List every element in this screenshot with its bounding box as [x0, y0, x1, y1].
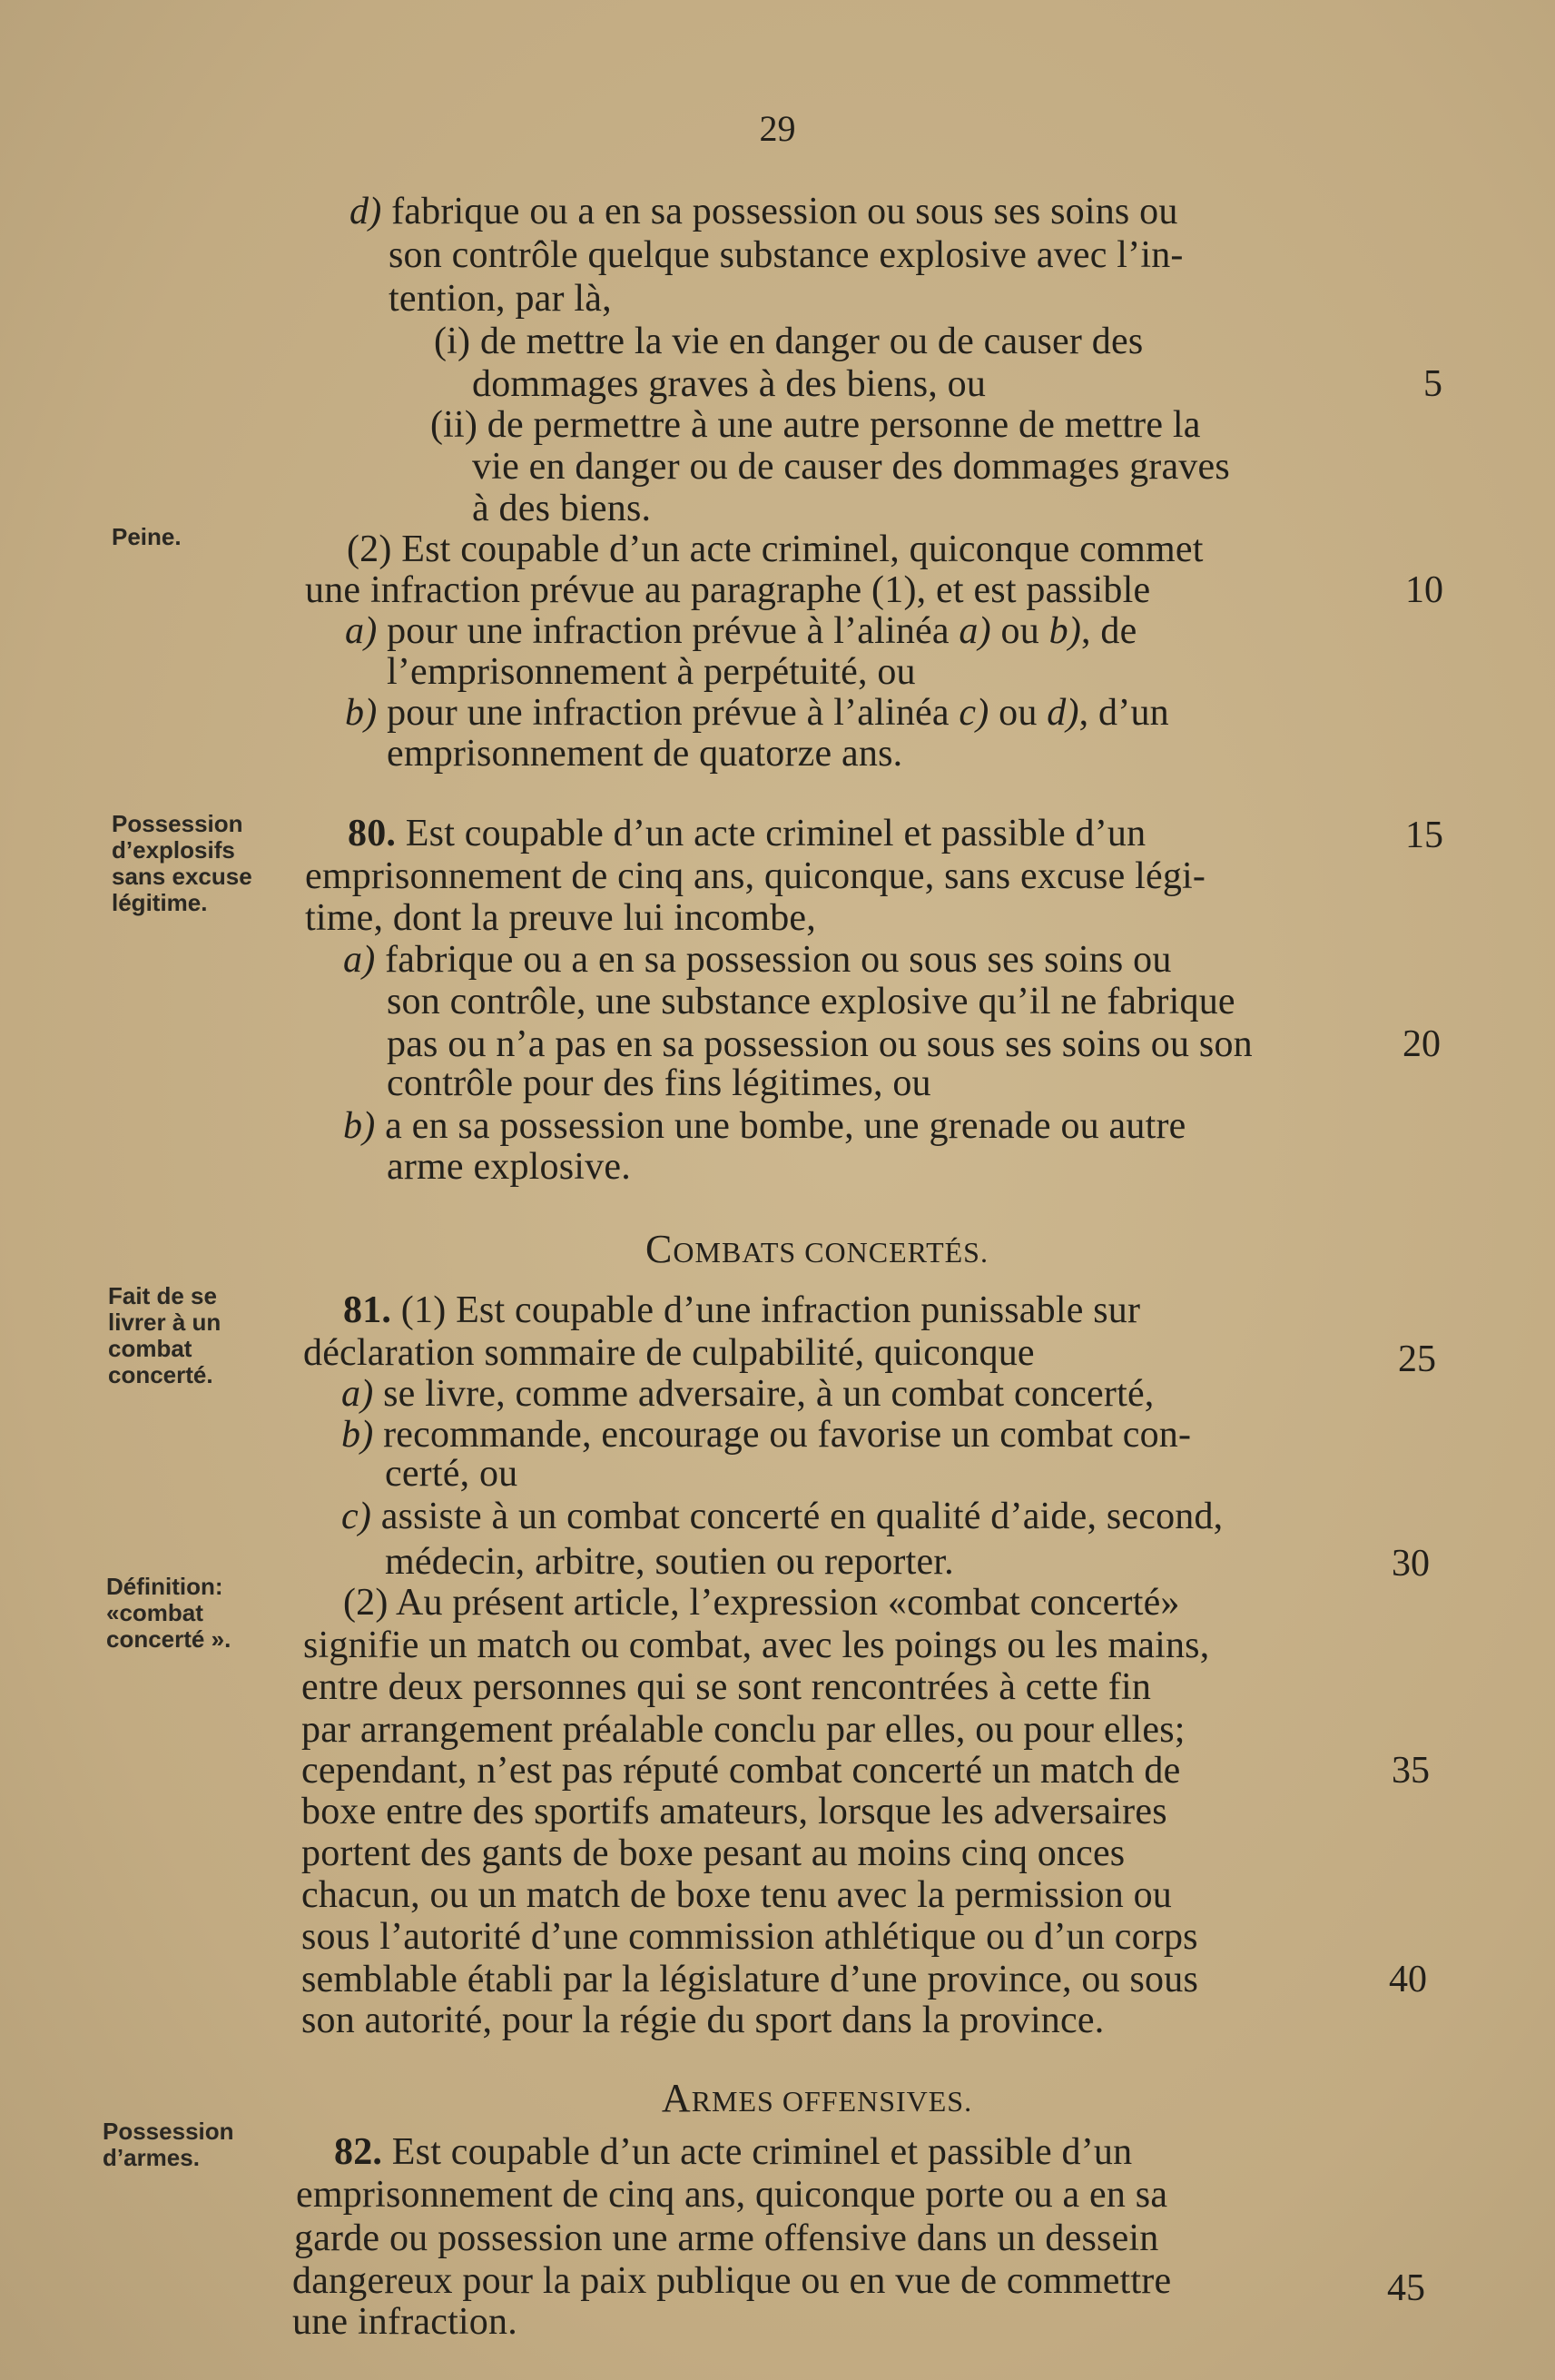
text-line: une infraction.: [292, 2301, 517, 2343]
text-line: 80. Est coupable d’un acte criminel et passible d’un: [348, 813, 1147, 854]
text-line: garde ou possession une arme offensive dans un dessein: [294, 2217, 1159, 2259]
text-line: certé, ou: [385, 1453, 518, 1495]
text-line: par arrangement préalable conclu par elles, ou pour elles;: [301, 1709, 1186, 1751]
text-line: 82. Est coupable d’un acte criminel et passible d’un: [334, 2131, 1133, 2173]
text-line: médecin, arbitre, soutien ou reporter.: [385, 1541, 954, 1583]
text-line: une infraction prévue au paragraphe (1), et est passible: [305, 569, 1151, 611]
text-line: dommages graves à des biens, ou: [472, 363, 987, 405]
text-line: signifie un match ou combat, avec les poings ou les mains,: [303, 1625, 1210, 1666]
line-number-45: 45: [1387, 2267, 1425, 2309]
text-line: son contrôle quelque substance explosive avec l’in-: [389, 234, 1184, 276]
margin-note-fait-combat: Fait de se livrer à un combat concerté.: [108, 1282, 221, 1388]
text-line: son contrôle, une substance explosive qu’il ne fabrique: [387, 981, 1235, 1022]
page-number: 29: [759, 108, 796, 149]
text-line: semblable établi par la législature d’une province, ou sous: [301, 1959, 1198, 2000]
line-number-25: 25: [1398, 1338, 1436, 1380]
text-line: (2) Est coupable d’un acte criminel, quiconque commet: [347, 528, 1204, 570]
text-line: a) se livre, comme adversaire, à un combat concerté,: [341, 1373, 1155, 1415]
text-line: vie en danger ou de causer des dommages graves: [472, 446, 1230, 488]
text-line: sous l’autorité d’une commission athlétique ou d’un corps: [301, 1916, 1198, 1958]
text-line: à des biens.: [472, 488, 652, 529]
text-line: tention, par là,: [389, 278, 612, 320]
text-line: pas ou n’a pas en sa possession ou sous ses soins ou son: [387, 1023, 1253, 1065]
text-line: d) fabrique ou a en sa possession ou sous ses soins ou: [349, 191, 1178, 232]
line-number-35: 35: [1392, 1750, 1430, 1792]
margin-note-definition: Définition: «combat concerté ».: [106, 1573, 231, 1653]
text-line: emprisonnement de cinq ans, quiconque porte ou a en sa: [296, 2174, 1168, 2216]
text-line: chacun, ou un match de boxe tenu avec la permission ou: [301, 1874, 1172, 1916]
text-line: boxe entre des sportifs amateurs, lorsque les adversaires: [301, 1791, 1167, 1832]
line-number-20: 20: [1402, 1023, 1441, 1065]
text-line: son autorité, pour la régie du sport dans la province.: [301, 2000, 1105, 2041]
line-number-10: 10: [1405, 569, 1443, 611]
text-line: arme explosive.: [387, 1146, 631, 1188]
text-line: a) fabrique ou a en sa possession ou sous ses soins ou: [343, 939, 1172, 981]
text-line: entre deux personnes qui se sont rencontrées à cette fin: [301, 1666, 1152, 1708]
text-line: b) pour une infraction prévue à l’alinéa c) ou d), d’un: [345, 692, 1169, 734]
text-line: emprisonnement de quatorze ans.: [387, 733, 903, 775]
text-line: déclaration sommaire de culpabilité, quiconque: [303, 1332, 1035, 1374]
section-heading-combats: COMBATS CONCERTÉS.: [645, 1227, 989, 1271]
text-line: 81. (1) Est coupable d’une infraction punissable sur: [343, 1289, 1141, 1331]
text-line: b) recommande, encourage ou favorise un combat con-: [341, 1414, 1192, 1456]
text-line: portent des gants de boxe pesant au moins cinq onces: [301, 1832, 1126, 1874]
text-line: l’emprisonnement à perpétuité, ou: [387, 651, 916, 693]
text-line: b) a en sa possession une bombe, une grenade ou autre: [343, 1105, 1186, 1147]
margin-note-possession-explosifs: Possession d’explosifs sans excuse légitime.: [112, 810, 252, 916]
text-line: dangereux pour la paix publique ou en vue de commettre: [292, 2260, 1172, 2302]
margin-note-possession-armes: Possession d’armes.: [103, 2118, 234, 2171]
text-line: (i) de mettre la vie en danger ou de causer des: [434, 321, 1144, 362]
text-line: emprisonnement de cinq ans, quiconque, sans excuse légi-: [305, 855, 1206, 897]
text-line: contrôle pour des fins légitimes, ou: [387, 1062, 931, 1104]
text-line: (2) Au présent article, l’expression «combat concerté»: [343, 1582, 1180, 1624]
line-number-5: 5: [1423, 363, 1442, 405]
text-line: cependant, n’est pas réputé combat concerté un match de: [301, 1750, 1181, 1792]
text-line: c) assiste à un combat concerté en qualité d’aide, second,: [341, 1496, 1224, 1537]
text-line: time, dont la preuve lui incombe,: [305, 897, 816, 939]
line-number-40: 40: [1389, 1959, 1427, 2000]
line-number-15: 15: [1405, 815, 1443, 856]
text-line: a) pour une infraction prévue à l’alinéa a) ou b), de: [345, 610, 1137, 652]
margin-note-peine: Peine.: [112, 523, 182, 550]
line-number-30: 30: [1392, 1543, 1430, 1585]
section-heading-armes: ARMES OFFENSIVES.: [661, 2076, 973, 2120]
text-line: (ii) de permettre à une autre personne de mettre la: [430, 404, 1201, 446]
